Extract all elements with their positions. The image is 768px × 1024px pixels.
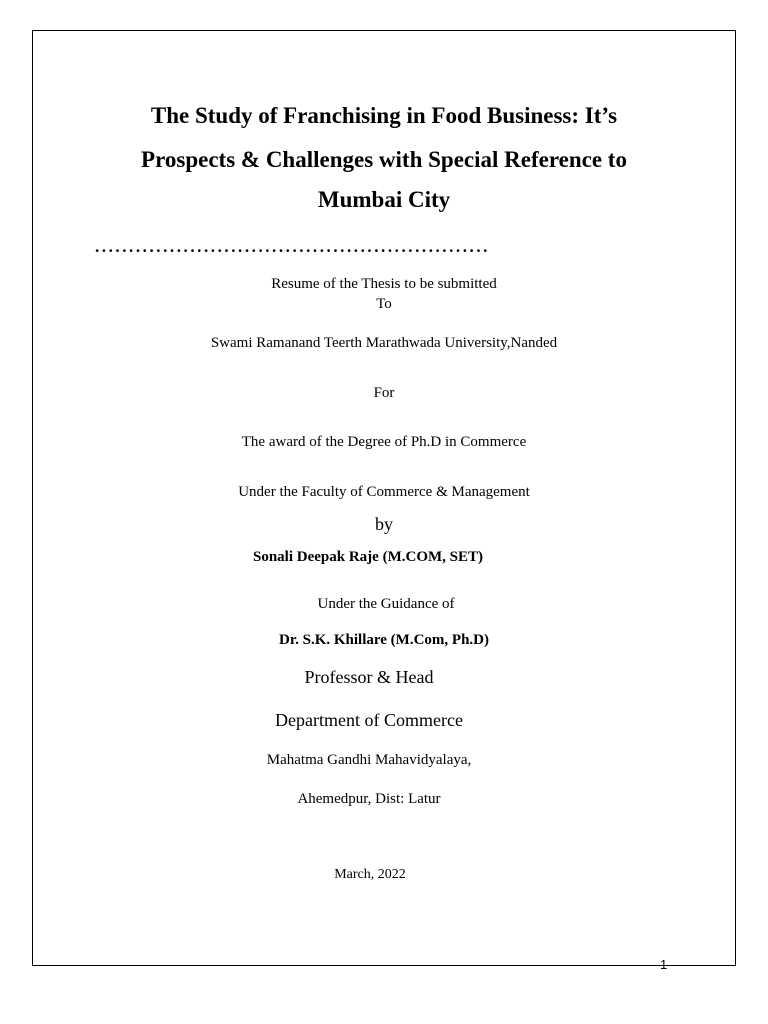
title-line-2: Prospects & Challenges with Special Reference to <box>141 147 627 172</box>
for-line: For <box>373 385 395 401</box>
title-line-1: The Study of Franchising in Food Business: It’s <box>150 103 618 128</box>
author-name: Sonali Deepak Raje (M.COM, SET) <box>253 549 483 565</box>
page-number: 1 <box>660 957 668 972</box>
college-name: Mahatma Gandhi Mahavidyalaya, <box>266 752 472 768</box>
title-line-3: Mumbai City <box>317 187 451 212</box>
faculty-line: Under the Faculty of Commerce & Management <box>238 484 530 500</box>
university-name: Swami Ramanand Teerth Marathwada University,Nanded <box>210 335 558 351</box>
dotted-separator: .......................................................... <box>95 237 490 256</box>
college-location: Ahemedpur, Dist: Latur <box>297 791 441 807</box>
to-line: To <box>376 296 392 312</box>
award-line: The award of the Degree of Ph.D in Commerce <box>241 434 527 450</box>
by-line: by <box>375 514 393 534</box>
guide-name: Dr. S.K. Khillare (M.Com, Ph.D) <box>279 632 489 648</box>
submission-date: March, 2022 <box>334 867 406 882</box>
resume-line: Resume of the Thesis to be submitted <box>271 276 497 292</box>
guidance-line: Under the Guidance of <box>317 596 455 612</box>
department-name: Department of Commerce <box>275 710 463 730</box>
guide-position: Professor & Head <box>304 667 434 687</box>
